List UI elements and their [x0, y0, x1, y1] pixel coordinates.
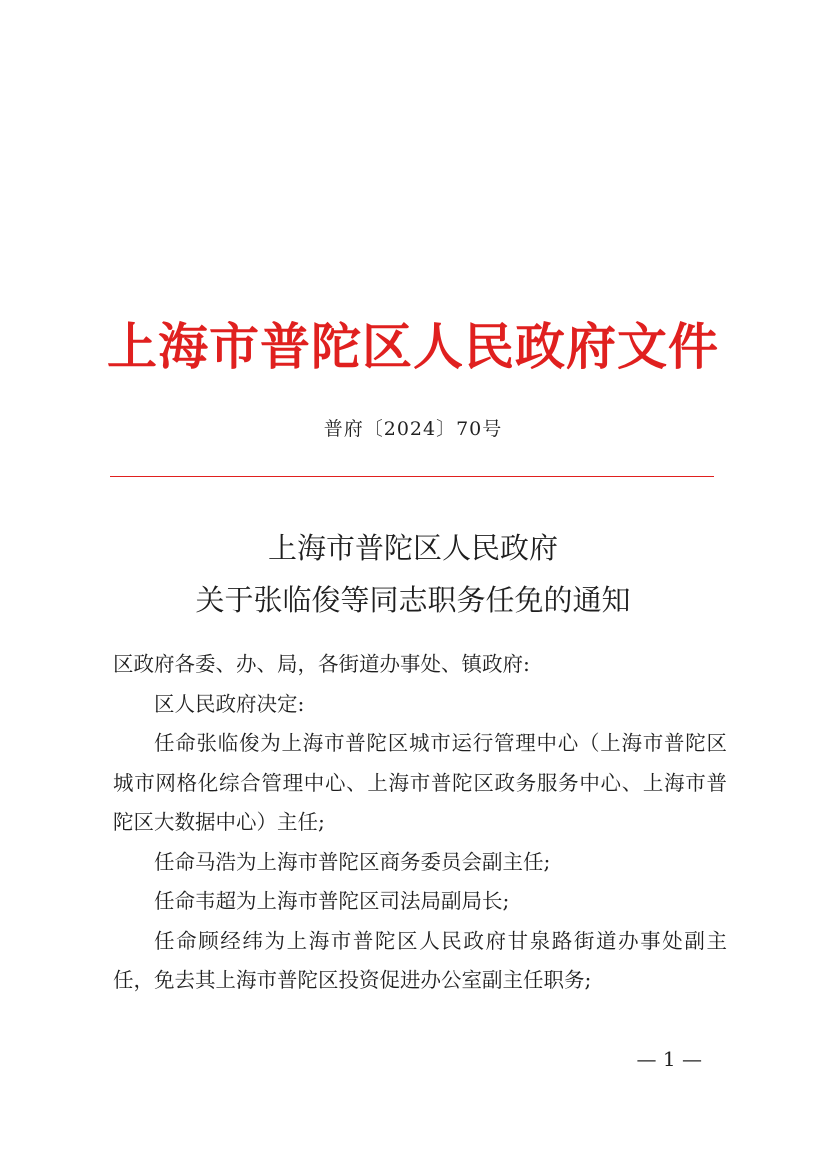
page-number: — 1 —	[636, 1047, 702, 1071]
header-divider-rule	[110, 476, 714, 477]
document-number: 普府〔2024〕70号	[323, 418, 503, 440]
notice-body	[113, 645, 727, 1001]
issuer-title: 上海市普陀区人民政府文件	[107, 317, 719, 376]
body-paragraph: 任命韦超为上海市普陀区司法局副局长;	[154, 889, 510, 913]
body-paragraph: 任命顾经纬为上海市普陀区人民政府甘泉路街道办事处副主任，免去其上海市普陀区投资促进办公室副主任职务;	[113, 928, 727, 992]
body-paragraph: 任命张临俊为上海市普陀区城市运行管理中心（上海市普陀区城市网格化综合管理中心、上海市普陀区政务服务中心、上海市普陀区大数据中心）主任;	[113, 731, 727, 834]
notice-title-line1: 上海市普陀区人民政府	[267, 531, 558, 565]
notice-title-line2: 关于张临俊等同志职务任免的通知	[195, 583, 631, 617]
body-paragraph: 区人民政府决定:	[154, 691, 305, 716]
salutation: 区政府各委、办、局，各街道办事处、镇政府:	[113, 652, 530, 676]
body-paragraph: 任命马浩为上海市普陀区商务委员会副主任;	[154, 849, 551, 874]
